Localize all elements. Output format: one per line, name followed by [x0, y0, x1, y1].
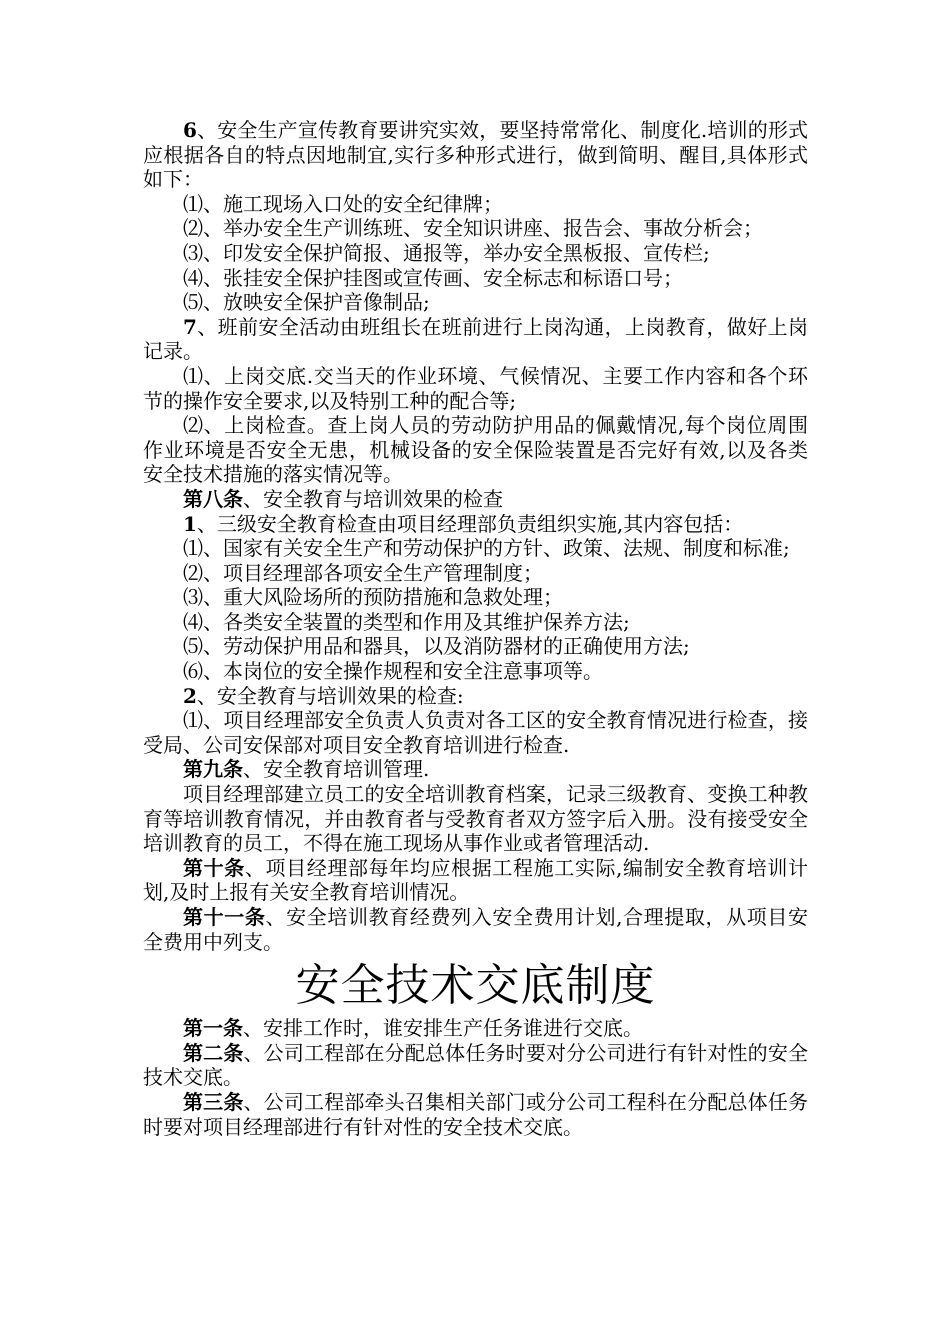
paragraph-text: ⑴、国家有关安全生产和劳动保护的方针、政策、法规、制度和标准; — [183, 536, 790, 561]
paragraph — [143, 684, 808, 709]
document-body — [143, 118, 808, 1139]
paragraph-text: ⑸、劳动保护用品和器具，以及消防器材的正确使用方法; — [183, 634, 690, 659]
paragraph-lead: 第十条 — [183, 855, 245, 880]
paragraph-text: 、三级安全教育检查由项目经理部负责组织实施,其内容包括： — [196, 511, 744, 536]
paragraph-text: 、公司工程部牵头召集相关部门或分公司工程科在分配总体任务时要对项目经理部进行有针对性的安全技术交底。 — [143, 1089, 808, 1139]
paragraph — [143, 512, 808, 537]
paragraph-lead: 第八条 — [183, 486, 243, 511]
paragraphs-after — [143, 1016, 808, 1139]
paragraph-text: ⑶、印发安全保护简报、通报等，举办安全黑板报、宣传栏; — [183, 240, 710, 265]
paragraph-text: ⑴、上岗交底.交当天的作业环境、气候情况、主要工作内容和各个环节的操作安全要求,以及特别工种的配合等; — [143, 363, 808, 413]
paragraph — [143, 610, 808, 635]
paragraph-text: ⑴、项目经理部安全负责人负责对各工区的安全教育情况进行检查，接受局、公司安保部对项目安全教育培训进行检查. — [143, 708, 808, 757]
paragraph-lead: 7 — [183, 314, 197, 339]
paragraph — [143, 561, 808, 586]
paragraph — [143, 536, 808, 561]
paragraph-text: 、安全教育与培训效果的检查: — [196, 683, 464, 708]
paragraph-text: 、安排工作时，谁安排生产任务谁进行交底。 — [243, 1016, 643, 1041]
paragraph — [143, 782, 808, 856]
paragraph — [143, 413, 808, 487]
paragraph-text: 、班前安全活动由班组长在班前进行上岗沟通，上岗教育，做好上岗记录。 — [143, 314, 808, 364]
paragraph — [143, 315, 808, 364]
paragraph — [143, 1016, 808, 1041]
paragraph-text: ⑴、施工现场入口处的安全纪律牌； — [183, 191, 503, 216]
paragraph-text: 、安全教育与培训效果的检查 — [243, 486, 503, 511]
paragraph — [143, 118, 808, 192]
paragraph-text: 、安全培训教育经费列入安全费用计划,合理提取，从项目安全费用中列支。 — [143, 905, 809, 954]
paragraph-text: 、安全生产宣传教育要讲究实效，要坚持常常化、制度化.培训的形式应根据各自的特点因地制宜,实行多种形式进行，做到简明、醒目,具体形式如下： — [143, 118, 808, 192]
paragraph-text: ⑷、各类安全装置的类型和作用及其维护保养方法; — [183, 609, 630, 634]
paragraph-text: ⑷、张挂安全保护挂图或宣传画、安全标志和标语口号； — [183, 265, 683, 290]
paragraphs-before — [143, 118, 808, 954]
paragraph-text: ⑵、举办安全生产训练班、安全知识讲座、报告会、事故分析会； — [183, 216, 763, 241]
paragraph-lead: 6 — [183, 118, 197, 142]
paragraph — [143, 1090, 808, 1139]
paragraph — [143, 192, 808, 217]
paragraph — [143, 659, 808, 684]
paragraph — [143, 266, 808, 291]
paragraph-text: ⑵、项目经理部各项安全生产管理制度； — [183, 560, 543, 585]
paragraph-text: ⑵、上岗检查。查上岗人员的劳动防护用品的佩戴情况,每个岗位周围作业环境是否安全无患，机械设备的安全保险装置是否完好有效,以及各类安全技术措施的落实情况等。 — [143, 413, 808, 487]
paragraph — [143, 634, 808, 659]
paragraph-lead: 2 — [183, 683, 197, 708]
paragraph-text: 、安全教育培训管理. — [243, 757, 430, 782]
paragraph-lead: 第三条 — [183, 1089, 244, 1114]
paragraph — [143, 757, 808, 782]
paragraph — [143, 856, 808, 905]
paragraph — [143, 241, 808, 266]
paragraph — [143, 290, 808, 315]
paragraph — [143, 905, 808, 954]
paragraph-lead: 第二条 — [183, 1040, 244, 1065]
paragraph-lead: 1 — [183, 511, 197, 536]
paragraph-text: 、项目经理部每年均应根据工程施工实际,编制安全教育培训计划,及时上报有关安全教育培训情况。 — [143, 855, 809, 905]
paragraph — [143, 1041, 808, 1090]
paragraph-lead: 第一条 — [183, 1016, 243, 1041]
section-heading: 安全技术交底制度 — [295, 960, 656, 1012]
paragraph-text: 项目经理部建立员工的安全培训教育档案，记录三级教育、变换工种教育等培训教育情况，并由教育者与受教育者双方签字后入册。没有接受安全培训教育的员工，不得在施工现场从事作业或者管理活动. — [143, 782, 808, 856]
paragraph — [143, 708, 808, 757]
paragraph — [143, 216, 808, 241]
paragraph — [143, 487, 808, 512]
paragraph-text: ⑸、放映安全保护音像制品; — [183, 290, 430, 315]
paragraph-text: ⑶、重大风险场所的预防措施和急救处理； — [183, 585, 563, 610]
paragraph-lead: 第十一条 — [183, 905, 266, 929]
paragraph-text: ⑹、本岗位的安全操作规程和安全注意事项等。 — [183, 659, 603, 684]
paragraph-lead: 第九条 — [183, 757, 243, 782]
paragraph — [143, 364, 808, 413]
paragraph-text: 、公司工程部在分配总体任务时要对分公司进行有针对性的安全技术交底。 — [143, 1040, 808, 1090]
paragraph — [143, 585, 808, 610]
